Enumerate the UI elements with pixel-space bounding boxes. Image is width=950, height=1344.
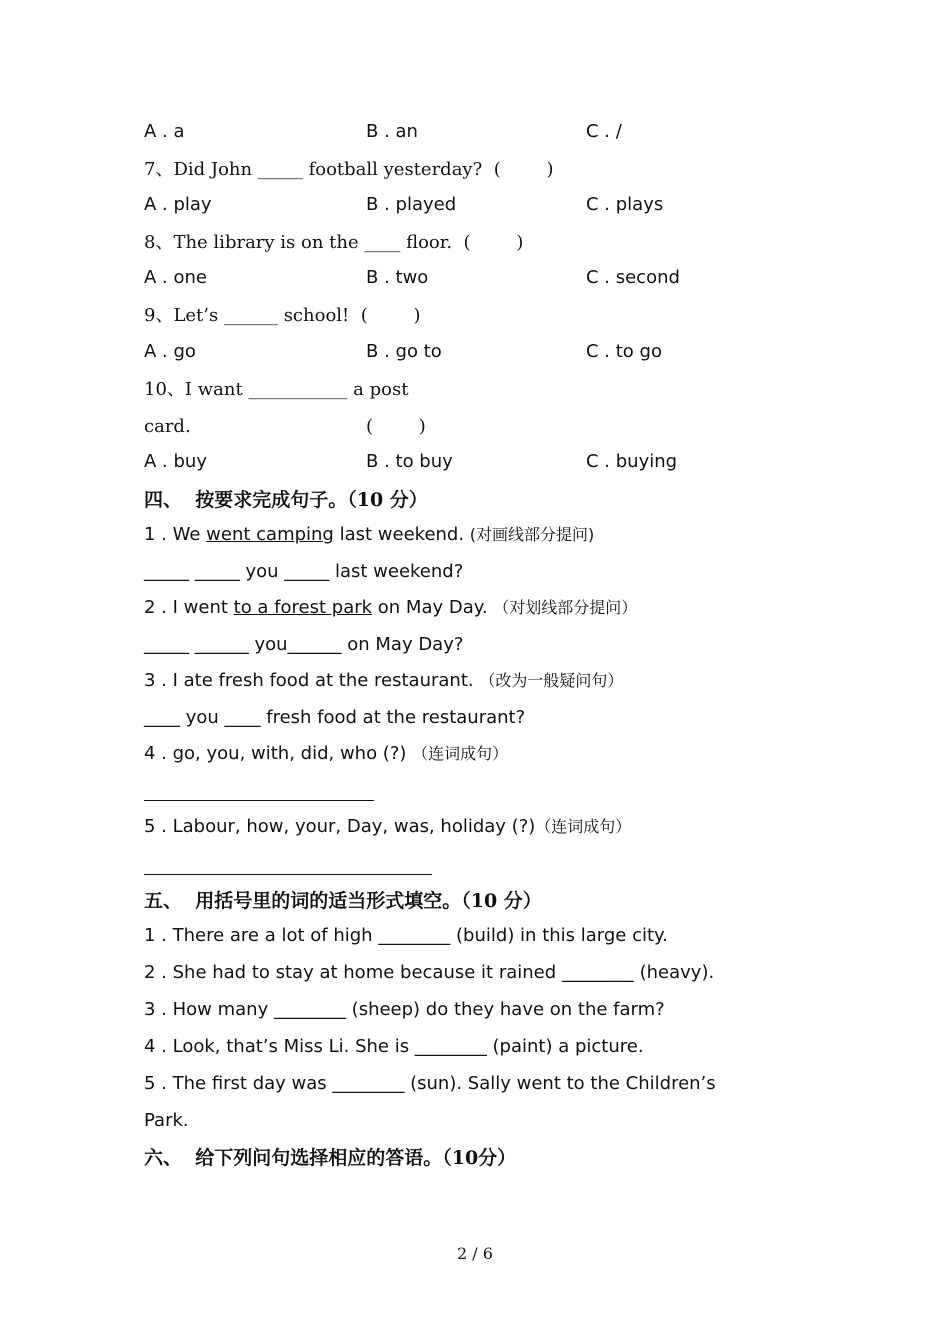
q8-stem: 8、The library is on the ____ floor. ( ) — [144, 232, 524, 253]
s5-item4: 4 . Look, that’s Miss Li. She is ________ (paint) a picture. — [144, 1036, 644, 1057]
q8-option-a: A . one — [144, 267, 207, 288]
s4-item3 — [144, 670, 623, 692]
q10-option-b: B . to buy — [366, 451, 453, 472]
s5-item3: 3 . How many ________ (sheep) do they have on the farm? — [144, 999, 665, 1020]
s4-item1 — [144, 524, 594, 546]
s4-item4 — [144, 743, 508, 765]
s4-item2-answer: _____ ______ you______ on May Day? — [144, 634, 464, 655]
q6-option-c: C . / — [586, 121, 622, 142]
s4-item2-hint: （对划线部分提问） — [493, 598, 638, 617]
q10-stem-line1: 10、I want ___________ a post — [144, 379, 409, 400]
q7-option-a: A . play — [144, 194, 212, 215]
s4-item1-answer: _____ _____ you _____ last weekend? — [144, 561, 464, 582]
q8-option-b: B . two — [366, 267, 429, 288]
s4-item3-text: 3 . I ate fresh food at the restaurant. — [144, 670, 480, 691]
q7-option-b: B . played — [366, 194, 457, 215]
q8-option-c: C . second — [586, 267, 680, 288]
q10-answer-paren: ( ) — [366, 416, 426, 437]
q9-option-b: B . go to — [366, 341, 442, 362]
s4-item4-answer-line — [144, 800, 374, 801]
s4-item2-pre: 2 . I went — [144, 597, 234, 618]
s4-item4-hint: （连词成句） — [412, 744, 509, 763]
s4-item2-underlined: to a forest park — [233, 597, 373, 618]
q6-option-b: B . an — [366, 121, 418, 142]
s4-item5-hint: （连词成句） — [535, 817, 632, 836]
q10-stem-line2: card. — [144, 416, 191, 437]
s5-item5-continued: Park. — [144, 1110, 189, 1131]
s4-item3-answer: ____ you ____ fresh food at the restaurant? — [144, 707, 526, 728]
s5-item2: 2 . She had to stay at home because it rained ________ (heavy). — [144, 962, 715, 983]
s4-item5-answer-line — [144, 874, 432, 875]
s4-item5 — [144, 816, 631, 838]
section6-heading: 六、 给下列问句选择相应的答语。（10分） — [144, 1147, 517, 1169]
s4-item2 — [144, 597, 637, 619]
q10-option-a: A . buy — [144, 451, 207, 472]
s4-item1-pre: 1 . We — [144, 524, 207, 545]
section5-heading: 五、 用括号里的词的适当形式填空。（10 分） — [144, 890, 542, 912]
q9-option-a: A . go — [144, 341, 196, 362]
s5-item1: 1 . There are a lot of high ________ (build) in this large city. — [144, 925, 668, 946]
s4-item1-post: last weekend. — [333, 524, 470, 545]
q10-option-c: C . buying — [586, 451, 678, 472]
q7-stem: 7、Did John _____ football yesterday? ( ) — [144, 159, 554, 180]
s4-item2-post: on May Day. — [372, 597, 494, 618]
s4-item3-hint: （改为一般疑问句） — [479, 671, 624, 690]
q7-option-c: C . plays — [586, 194, 664, 215]
q9-stem: 9、Let’s ______ school! ( ) — [144, 305, 421, 326]
s4-item1-hint: (对画线部分提问) — [469, 525, 595, 544]
s4-item4-text: 4 . go, you, with, did, who (?) — [144, 743, 413, 764]
s5-item5: 5 . The first day was ________ (sun). Sally went to the Children’s — [144, 1073, 716, 1094]
page-number: 2 / 6 — [457, 1244, 493, 1263]
section4-heading: 四、 按要求完成句子。（10 分） — [144, 489, 428, 511]
q6-option-a: A . a — [144, 121, 185, 142]
s4-item5-text: 5 . Labour, how, your, Day, was, holiday (?) — [144, 816, 536, 837]
q9-option-c: C . to go — [586, 341, 662, 362]
s4-item1-underlined: went camping — [206, 524, 334, 545]
